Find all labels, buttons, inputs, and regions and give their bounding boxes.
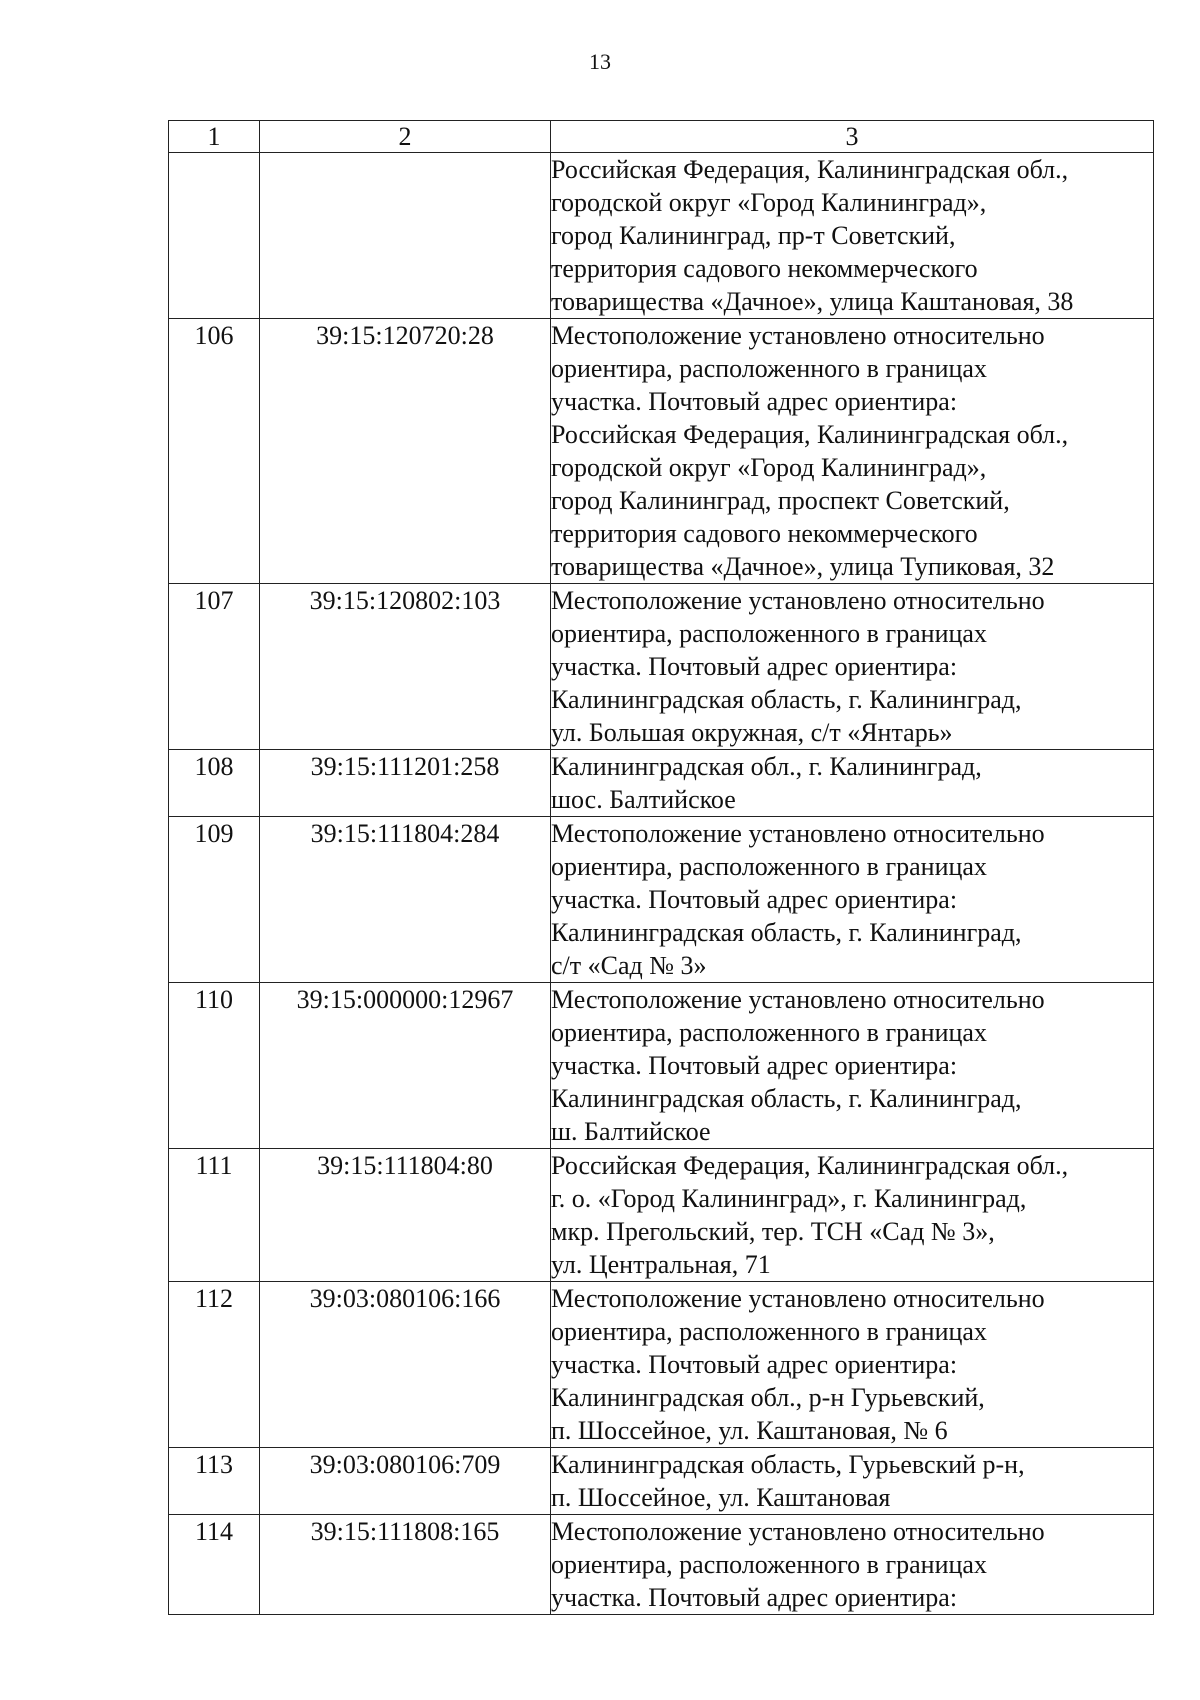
address-cell (551, 153, 1154, 319)
table-row (169, 983, 1154, 1149)
row-number-cell: 113 (169, 1448, 260, 1515)
table-row (169, 319, 1154, 584)
row-number-cell: 111 (169, 1149, 260, 1282)
address-cell (551, 817, 1154, 983)
address-line: г. о. «Город Калининград», г. Калининград, (551, 1184, 1027, 1213)
address-line: Российская Федерация, Калининградская обл., (551, 1151, 1069, 1180)
row-number-cell: 106 (169, 319, 260, 584)
address-line: с/т «Сад № 3» (551, 951, 707, 980)
address-cell (551, 1448, 1154, 1515)
row-number-cell: 107 (169, 584, 260, 750)
address-line: Российская Федерация, Калининградская обл., (551, 420, 1069, 449)
address-cell (551, 584, 1154, 750)
cadastral-number-cell: 39:15:111201:258 (260, 750, 551, 817)
row-number-cell: 112 (169, 1282, 260, 1448)
table-row (169, 1149, 1154, 1282)
address-line: ориентира, расположенного в границах (551, 1317, 987, 1346)
address-line: Калининградская область, Гурьевский р-н, (551, 1450, 1025, 1479)
cadastral-number-cell: 39:15:111808:165 (260, 1515, 551, 1615)
address-line: участка. Почтовый адрес ориентира: (551, 387, 958, 416)
table-row (169, 1448, 1154, 1515)
cadastral-number-cell: 39:15:120802:103 (260, 584, 551, 750)
address-cell (551, 319, 1154, 584)
page-number: 13 (589, 49, 611, 74)
row-number-cell: 110 (169, 983, 260, 1149)
address-line: Местоположение установлено относительно (551, 321, 1045, 350)
cadastral-number-cell: 39:15:120720:28 (260, 319, 551, 584)
row-number-cell: 109 (169, 817, 260, 983)
address-line: ориентира, расположенного в границах (551, 1018, 987, 1047)
address-line: участка. Почтовый адрес ориентира: (551, 1051, 958, 1080)
address-line: ориентира, расположенного в границах (551, 1550, 987, 1579)
address-line: Российская Федерация, Калининградская обл., (551, 155, 1069, 184)
cadastral-number-cell: 39:03:080106:166 (260, 1282, 551, 1448)
address-line: территория садового некоммерческого (551, 254, 978, 283)
address-line: Местоположение установлено относительно (551, 985, 1045, 1014)
table-row (169, 1515, 1154, 1615)
row-number-cell: 114 (169, 1515, 260, 1615)
address-line: Калининградская обл., г. Калининград, (551, 752, 982, 781)
address-line: Калининградская область, г. Калининград, (551, 685, 1022, 714)
row-number-cell (169, 153, 260, 319)
address-line: товарищества «Дачное», улица Каштановая, 38 (551, 287, 1074, 316)
cadastral-number-cell: 39:15:111804:284 (260, 817, 551, 983)
table-row (169, 153, 1154, 319)
table-row (169, 584, 1154, 750)
address-line: Калининградская область, г. Калининград, (551, 918, 1022, 947)
address-line: ориентира, расположенного в границах (551, 354, 987, 383)
header-col-3: 3 (551, 121, 1154, 153)
address-line: городской округ «Город Калининград», (551, 188, 987, 217)
header-col-1: 1 (169, 121, 260, 153)
address-line: Местоположение установлено относительно (551, 586, 1045, 615)
address-line: город Калининград, пр-т Советский, (551, 221, 956, 250)
address-cell (551, 1515, 1154, 1615)
table-row (169, 750, 1154, 817)
address-line: Калининградская обл., р-н Гурьевский, (551, 1383, 985, 1412)
address-line: участка. Почтовый адрес ориентира: (551, 652, 958, 681)
address-line: товарищества «Дачное», улица Тупиковая, 32 (551, 552, 1055, 581)
address-line: участка. Почтовый адрес ориентира: (551, 1583, 958, 1612)
cadastral-number-cell: 39:03:080106:709 (260, 1448, 551, 1515)
header-col-2: 2 (260, 121, 551, 153)
address-line: Местоположение установлено относительно (551, 1284, 1045, 1313)
cadastral-number-cell (260, 153, 551, 319)
address-line: ориентира, расположенного в границах (551, 852, 987, 881)
table-body (169, 121, 1154, 1615)
address-line: участка. Почтовый адрес ориентира: (551, 885, 958, 914)
cadastral-number-cell: 39:15:111804:80 (260, 1149, 551, 1282)
address-line: Местоположение установлено относительно (551, 819, 1045, 848)
address-line: городской округ «Город Калининград», (551, 453, 987, 482)
address-cell (551, 1149, 1154, 1282)
address-line: город Калининград, проспект Советский, (551, 486, 1010, 515)
address-cell (551, 750, 1154, 817)
address-cell (551, 983, 1154, 1149)
address-line: территория садового некоммерческого (551, 519, 978, 548)
address-line: Калининградская область, г. Калининград, (551, 1084, 1022, 1113)
address-line: Местоположение установлено относительно (551, 1517, 1045, 1546)
address-line: участка. Почтовый адрес ориентира: (551, 1350, 958, 1379)
address-cell (551, 1282, 1154, 1448)
address-line: ул. Большая окружная, с/т «Янтарь» (551, 718, 953, 747)
table-row (169, 1282, 1154, 1448)
address-line: мкр. Прегольский, тер. ТСН «Сад № 3», (551, 1217, 995, 1246)
address-line: ориентира, расположенного в границах (551, 619, 987, 648)
address-line: шос. Балтийское (551, 785, 736, 814)
land-plots-table (168, 120, 1154, 1615)
address-line: п. Шоссейное, ул. Каштановая (551, 1483, 891, 1512)
table-row (169, 817, 1154, 983)
address-line: ул. Центральная, 71 (551, 1250, 771, 1279)
address-line: п. Шоссейное, ул. Каштановая, № 6 (551, 1416, 948, 1445)
address-line: ш. Балтийское (551, 1117, 711, 1146)
cadastral-number-cell: 39:15:000000:12967 (260, 983, 551, 1149)
table-header-row (169, 121, 1154, 153)
row-number-cell: 108 (169, 750, 260, 817)
